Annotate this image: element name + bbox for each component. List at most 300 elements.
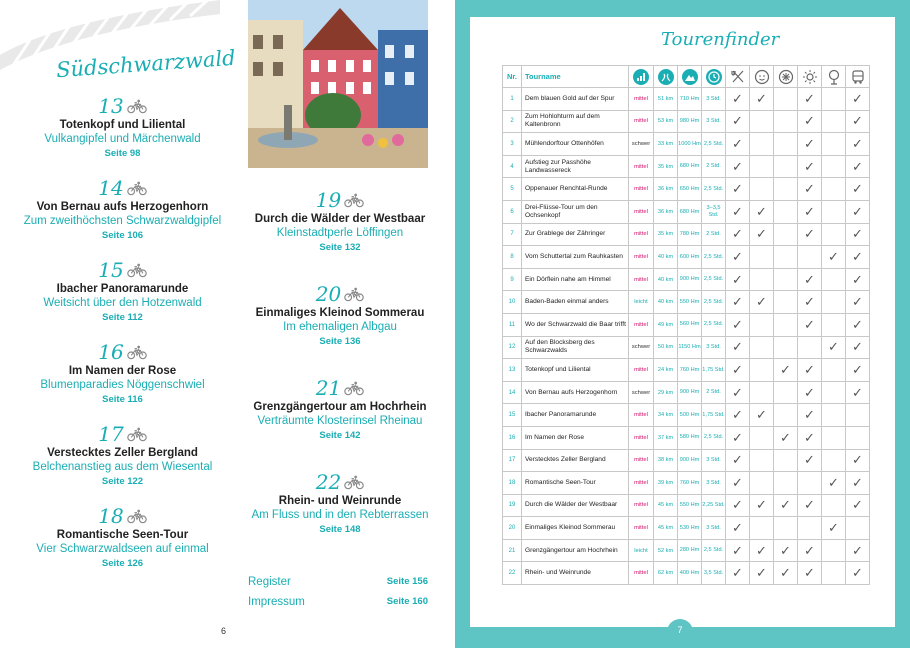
table-row[interactable] bbox=[503, 449, 870, 472]
row-check-cell bbox=[822, 155, 846, 178]
row-check-cell bbox=[726, 494, 750, 517]
row-check-cell bbox=[822, 562, 846, 585]
row-check-cell bbox=[798, 291, 822, 314]
checkmark-icon: ✓ bbox=[852, 565, 863, 581]
row-difficulty: mittel bbox=[629, 155, 654, 178]
row-distance: 50 km bbox=[654, 336, 678, 359]
checkmark-icon: ✓ bbox=[804, 361, 815, 377]
checkmark-icon: ✓ bbox=[828, 339, 839, 355]
checkmark-icon: ✓ bbox=[804, 384, 815, 400]
row-duration: 2 Std. bbox=[702, 155, 726, 178]
public-transport-bus-icon bbox=[850, 69, 866, 85]
row-check-cell bbox=[750, 426, 774, 449]
table-row[interactable] bbox=[503, 110, 870, 133]
row-elevation: 900 Hm bbox=[678, 449, 702, 472]
tour-number: 18 bbox=[98, 504, 124, 528]
row-check-cell bbox=[798, 336, 822, 359]
row-check-cell bbox=[774, 336, 798, 359]
index-impressum[interactable] bbox=[248, 596, 428, 608]
row-check-cell bbox=[750, 268, 774, 291]
checkmark-icon: ✓ bbox=[732, 135, 743, 151]
tourenfinder-card bbox=[470, 17, 895, 627]
table-row[interactable] bbox=[503, 200, 870, 223]
checkmark-icon: ✓ bbox=[804, 90, 815, 106]
bicycle-icon bbox=[127, 344, 147, 360]
row-check-cell bbox=[846, 404, 870, 427]
row-check-cell bbox=[846, 517, 870, 540]
tour-title: Ibacher Panoramarunde bbox=[56, 283, 189, 295]
tour-number: 20 bbox=[315, 282, 342, 306]
row-check-cell bbox=[846, 110, 870, 133]
checkmark-icon: ✓ bbox=[732, 181, 743, 197]
row-check-cell bbox=[774, 562, 798, 585]
tour-title: Rhein- und Weinrunde bbox=[278, 495, 402, 507]
bicycle-icon bbox=[344, 474, 364, 490]
row-check-cell bbox=[846, 449, 870, 472]
row-difficulty: mittel bbox=[629, 88, 654, 111]
checkmark-icon: ✓ bbox=[780, 565, 791, 581]
row-distance: 24 km bbox=[654, 359, 678, 382]
row-check-cell bbox=[774, 404, 798, 427]
index-label: Register bbox=[248, 576, 291, 588]
checkmark-icon: ✓ bbox=[828, 248, 839, 264]
row-distance: 34 km bbox=[654, 404, 678, 427]
swimming-icon bbox=[778, 69, 794, 85]
row-nr: 17 bbox=[503, 449, 522, 472]
row-check-cell bbox=[798, 223, 822, 246]
row-check-cell bbox=[774, 246, 798, 269]
bicycle-icon bbox=[127, 262, 147, 278]
row-check-cell bbox=[774, 359, 798, 382]
row-nr: 10 bbox=[503, 291, 522, 314]
duration-clock-icon bbox=[706, 69, 722, 85]
row-check-cell bbox=[846, 381, 870, 404]
row-check-cell bbox=[846, 562, 870, 585]
row-check-cell bbox=[822, 404, 846, 427]
checkmark-icon: ✓ bbox=[780, 429, 791, 445]
right-page bbox=[455, 0, 910, 648]
row-distance: 35 km bbox=[654, 155, 678, 178]
row-check-cell bbox=[846, 155, 870, 178]
row-check-cell bbox=[774, 381, 798, 404]
checkmark-icon: ✓ bbox=[852, 90, 863, 106]
table-row[interactable] bbox=[503, 404, 870, 427]
row-check-cell bbox=[846, 313, 870, 336]
tour-title: Grenzgängertour am Hochrhein bbox=[253, 401, 427, 413]
tour-title: Von Bernau aufs Herzogenhorn bbox=[36, 201, 209, 213]
town-square-photo bbox=[248, 0, 428, 168]
row-check-cell bbox=[798, 517, 822, 540]
family-child-icon bbox=[754, 69, 770, 85]
row-check-cell bbox=[798, 404, 822, 427]
checkmark-icon: ✓ bbox=[756, 565, 767, 581]
tour-entry[interactable] bbox=[250, 376, 430, 444]
row-check-cell bbox=[822, 426, 846, 449]
tour-subtitle: Verträumte Klosterinsel Rheinau bbox=[257, 415, 423, 427]
row-check-cell bbox=[774, 472, 798, 495]
row-tourname: Rhein- und Weinrunde bbox=[522, 562, 629, 585]
row-distance: 33 km bbox=[654, 133, 678, 156]
tour-entry[interactable] bbox=[20, 258, 225, 326]
tour-page-ref: Seite 122 bbox=[101, 476, 144, 487]
row-tourname: Ibacher Panoramarunde bbox=[522, 404, 629, 427]
row-check-cell bbox=[774, 494, 798, 517]
table-row[interactable] bbox=[503, 223, 870, 246]
checkmark-icon: ✓ bbox=[852, 203, 863, 219]
tour-entry[interactable] bbox=[250, 470, 430, 538]
row-duration: 3 Std. bbox=[702, 517, 726, 540]
row-elevation: 1000 Hm bbox=[678, 133, 702, 156]
row-tourname: Von Bernau aufs Herzogenhorn bbox=[522, 381, 629, 404]
row-difficulty: mittel bbox=[629, 494, 654, 517]
tour-number: 21 bbox=[315, 376, 342, 400]
tour-title: Romantische Seen-Tour bbox=[56, 529, 189, 541]
row-elevation: 1150 Hm bbox=[678, 336, 702, 359]
row-check-cell bbox=[750, 472, 774, 495]
checkmark-icon: ✓ bbox=[780, 361, 791, 377]
checkmark-icon: ✓ bbox=[732, 316, 743, 332]
row-nr: 4 bbox=[503, 155, 522, 178]
checkmark-icon: ✓ bbox=[852, 316, 863, 332]
header-elevation-mountain-icon bbox=[678, 66, 702, 88]
row-check-cell bbox=[798, 313, 822, 336]
checkmark-icon: ✓ bbox=[732, 294, 743, 310]
row-difficulty: mittel bbox=[629, 110, 654, 133]
row-check-cell bbox=[822, 359, 846, 382]
checkmark-icon: ✓ bbox=[804, 294, 815, 310]
table-row[interactable] bbox=[503, 539, 870, 562]
index-page: Seite 156 bbox=[386, 576, 428, 587]
row-check-cell bbox=[822, 291, 846, 314]
checkmark-icon: ✓ bbox=[756, 407, 767, 423]
row-check-cell bbox=[846, 133, 870, 156]
checkmark-icon: ✓ bbox=[828, 520, 839, 536]
row-check-cell bbox=[750, 539, 774, 562]
row-check-cell bbox=[774, 223, 798, 246]
row-check-cell bbox=[750, 381, 774, 404]
row-check-cell bbox=[798, 268, 822, 291]
page-number-left: 6 bbox=[221, 626, 227, 636]
row-check-cell bbox=[846, 223, 870, 246]
table-row[interactable] bbox=[503, 246, 870, 269]
row-duration: 3 Std. bbox=[702, 110, 726, 133]
row-check-cell bbox=[726, 200, 750, 223]
row-check-cell bbox=[822, 268, 846, 291]
checkmark-icon: ✓ bbox=[756, 90, 767, 106]
row-check-cell bbox=[822, 246, 846, 269]
header-sun-icon bbox=[798, 66, 822, 88]
checkmark-icon: ✓ bbox=[852, 181, 863, 197]
table-row[interactable] bbox=[503, 426, 870, 449]
row-check-cell bbox=[750, 178, 774, 201]
checkmark-icon: ✓ bbox=[732, 542, 743, 558]
row-check-cell bbox=[798, 155, 822, 178]
checkmark-icon: ✓ bbox=[852, 361, 863, 377]
row-check-cell bbox=[726, 133, 750, 156]
table-row[interactable] bbox=[503, 313, 870, 336]
checkmark-icon: ✓ bbox=[852, 384, 863, 400]
row-check-cell bbox=[726, 110, 750, 133]
checkmark-icon: ✓ bbox=[804, 542, 815, 558]
checkmark-icon: ✓ bbox=[804, 158, 815, 174]
row-check-cell bbox=[750, 494, 774, 517]
row-difficulty: mittel bbox=[629, 517, 654, 540]
row-check-cell bbox=[774, 449, 798, 472]
row-duration: 1,75 Std. bbox=[702, 359, 726, 382]
row-check-cell bbox=[774, 313, 798, 336]
checkmark-icon: ✓ bbox=[852, 135, 863, 151]
row-elevation: 680 Hm bbox=[678, 155, 702, 178]
tour-title: Durch die Wälder der Westbaar bbox=[254, 213, 426, 225]
row-difficulty: mittel bbox=[629, 223, 654, 246]
row-elevation: 760 Hm bbox=[678, 359, 702, 382]
row-check-cell bbox=[846, 336, 870, 359]
row-check-cell bbox=[774, 517, 798, 540]
checkmark-icon: ✓ bbox=[828, 474, 839, 490]
index-page: Seite 160 bbox=[386, 596, 428, 607]
row-elevation: 280 Hm bbox=[678, 539, 702, 562]
tour-entry[interactable] bbox=[250, 188, 430, 256]
tour-number: 15 bbox=[98, 258, 124, 282]
table-row[interactable] bbox=[503, 155, 870, 178]
row-elevation: 400 Hm bbox=[678, 562, 702, 585]
table-row[interactable] bbox=[503, 562, 870, 585]
row-difficulty: schwer bbox=[629, 381, 654, 404]
checkmark-icon: ✓ bbox=[852, 452, 863, 468]
nature-tree-icon bbox=[826, 69, 842, 85]
elevation-mountain-icon bbox=[682, 69, 698, 85]
tour-number-row bbox=[250, 188, 430, 212]
row-check-cell bbox=[846, 539, 870, 562]
row-duration: 3–3,5 Std. bbox=[702, 200, 726, 223]
row-check-cell bbox=[774, 155, 798, 178]
row-duration: 3 Std. bbox=[702, 449, 726, 472]
row-duration: 2,5 Std. bbox=[702, 178, 726, 201]
row-check-cell bbox=[822, 223, 846, 246]
row-distance: 53 km bbox=[654, 110, 678, 133]
row-nr: 8 bbox=[503, 246, 522, 269]
tour-page-ref: Seite 116 bbox=[102, 394, 143, 405]
row-elevation: 580 Hm bbox=[678, 426, 702, 449]
row-check-cell bbox=[774, 88, 798, 111]
row-distance: 45 km bbox=[654, 517, 678, 540]
row-elevation: 550 Hm bbox=[678, 291, 702, 314]
row-distance: 51 km bbox=[654, 88, 678, 111]
row-nr: 9 bbox=[503, 268, 522, 291]
bicycle-icon bbox=[127, 426, 147, 442]
row-duration: 3 Std. bbox=[702, 472, 726, 495]
tour-subtitle: Weitsicht über den Hotzenwald bbox=[43, 297, 202, 309]
checkmark-icon: ✓ bbox=[780, 497, 791, 513]
table-row[interactable] bbox=[503, 494, 870, 517]
row-duration: 3 Std. bbox=[702, 336, 726, 359]
row-check-cell bbox=[726, 449, 750, 472]
table-row[interactable] bbox=[503, 359, 870, 382]
row-check-cell bbox=[846, 426, 870, 449]
row-check-cell bbox=[846, 291, 870, 314]
row-tourname: Mühlendorftour Ottenhöfen bbox=[522, 133, 629, 156]
row-check-cell bbox=[846, 359, 870, 382]
row-elevation: 550 Hm bbox=[678, 494, 702, 517]
tour-subtitle: Blumenparadies Nöggenschwiel bbox=[40, 379, 205, 391]
row-tourname: Romantische Seen-Tour bbox=[522, 472, 629, 495]
tour-title: Totenkopf und Liliental bbox=[59, 119, 186, 131]
checkmark-icon: ✓ bbox=[732, 339, 743, 355]
row-nr: 2 bbox=[503, 110, 522, 133]
row-check-cell bbox=[726, 313, 750, 336]
tour-entry[interactable] bbox=[20, 340, 225, 408]
row-tourname: Baden-Baden einmal anders bbox=[522, 291, 629, 314]
checkmark-icon: ✓ bbox=[732, 407, 743, 423]
table-row[interactable] bbox=[503, 268, 870, 291]
table-row[interactable] bbox=[503, 133, 870, 156]
header-duration-clock-icon bbox=[702, 66, 726, 88]
tour-entry[interactable] bbox=[250, 282, 430, 350]
row-check-cell bbox=[798, 200, 822, 223]
checkmark-icon: ✓ bbox=[732, 497, 743, 513]
row-tourname: Grenzgängertour am Hochrhein bbox=[522, 539, 629, 562]
checkmark-icon: ✓ bbox=[804, 203, 815, 219]
row-check-cell bbox=[822, 517, 846, 540]
row-check-cell bbox=[798, 133, 822, 156]
row-distance: 45 km bbox=[654, 494, 678, 517]
checkmark-icon: ✓ bbox=[852, 113, 863, 129]
row-nr: 20 bbox=[503, 517, 522, 540]
row-distance: 36 km bbox=[654, 178, 678, 201]
row-nr: 19 bbox=[503, 494, 522, 517]
row-distance: 40 km bbox=[654, 291, 678, 314]
checkmark-icon: ✓ bbox=[852, 294, 863, 310]
row-check-cell bbox=[798, 562, 822, 585]
row-difficulty: leicht bbox=[629, 291, 654, 314]
table-row[interactable] bbox=[503, 472, 870, 495]
row-check-cell bbox=[726, 472, 750, 495]
tour-number-row bbox=[250, 282, 430, 306]
food-cutlery-icon bbox=[730, 69, 746, 85]
row-check-cell bbox=[774, 291, 798, 314]
row-elevation: 560 Hm bbox=[678, 313, 702, 336]
row-duration: 3,5 Std. bbox=[702, 562, 726, 585]
checkmark-icon: ✓ bbox=[852, 339, 863, 355]
row-check-cell bbox=[726, 517, 750, 540]
row-check-cell bbox=[750, 449, 774, 472]
row-nr: 14 bbox=[503, 381, 522, 404]
tour-entry[interactable] bbox=[20, 94, 225, 162]
header-public-transport-bus-icon bbox=[846, 66, 870, 88]
row-elevation: 530 Hm bbox=[678, 517, 702, 540]
header-nature-tree-icon bbox=[822, 66, 846, 88]
row-elevation: 760 Hm bbox=[678, 472, 702, 495]
row-tourname: Einmaliges Kleinod Sommerau bbox=[522, 517, 629, 540]
row-elevation: 980 Hm bbox=[678, 110, 702, 133]
row-distance: 37 km bbox=[654, 426, 678, 449]
checkmark-icon: ✓ bbox=[756, 542, 767, 558]
row-difficulty: mittel bbox=[629, 359, 654, 382]
page-number-right: 7 bbox=[667, 619, 693, 645]
bicycle-icon bbox=[344, 380, 364, 396]
row-check-cell bbox=[750, 155, 774, 178]
checkmark-icon: ✓ bbox=[732, 452, 743, 468]
checkmark-icon: ✓ bbox=[804, 316, 815, 332]
row-difficulty: mittel bbox=[629, 426, 654, 449]
tour-page-ref: Seite 126 bbox=[101, 558, 144, 569]
tour-subtitle: Belchenanstieg aus dem Wiesental bbox=[32, 461, 213, 473]
tour-subtitle: Vulkangipfel und Märchenwald bbox=[44, 133, 201, 145]
row-distance: 35 km bbox=[654, 223, 678, 246]
table-row[interactable] bbox=[503, 291, 870, 314]
row-elevation: 600 Hm bbox=[678, 246, 702, 269]
row-difficulty: mittel bbox=[629, 404, 654, 427]
row-tourname: Vom Schuttertal zum Rauhkasten bbox=[522, 246, 629, 269]
row-check-cell bbox=[726, 291, 750, 314]
row-tourname: Dem blauen Gold auf der Spur bbox=[522, 88, 629, 111]
row-check-cell bbox=[846, 246, 870, 269]
row-distance: 36 km bbox=[654, 200, 678, 223]
tour-number-row bbox=[20, 422, 225, 446]
bicycle-icon bbox=[127, 508, 147, 524]
index-register[interactable] bbox=[248, 576, 428, 588]
table-row[interactable] bbox=[503, 517, 870, 540]
checkmark-icon: ✓ bbox=[804, 226, 815, 242]
checkmark-icon: ✓ bbox=[804, 407, 815, 423]
tour-subtitle: Am Fluss und in den Rebterrassen bbox=[251, 509, 429, 521]
row-check-cell bbox=[750, 313, 774, 336]
table-row[interactable] bbox=[503, 336, 870, 359]
row-check-cell bbox=[822, 449, 846, 472]
row-difficulty: mittel bbox=[629, 200, 654, 223]
checkmark-icon: ✓ bbox=[804, 452, 815, 468]
bicycle-icon bbox=[127, 180, 147, 196]
index-label: Impressum bbox=[248, 596, 305, 608]
difficulty-bars-icon bbox=[633, 69, 649, 85]
row-tourname: Ein Dörflein nahe am Himmel bbox=[522, 268, 629, 291]
row-check-cell bbox=[798, 246, 822, 269]
checkmark-icon: ✓ bbox=[732, 226, 743, 242]
row-check-cell bbox=[726, 381, 750, 404]
row-difficulty: schwer bbox=[629, 336, 654, 359]
checkmark-icon: ✓ bbox=[756, 497, 767, 513]
row-check-cell bbox=[822, 336, 846, 359]
row-duration: 2 Std. bbox=[702, 381, 726, 404]
tour-number: 16 bbox=[98, 340, 124, 364]
tour-number: 17 bbox=[98, 422, 124, 446]
checkmark-icon: ✓ bbox=[804, 113, 815, 129]
tour-number-row bbox=[20, 258, 225, 282]
row-difficulty: mittel bbox=[629, 268, 654, 291]
row-check-cell bbox=[798, 381, 822, 404]
tour-entry[interactable] bbox=[20, 176, 225, 244]
tour-entry[interactable] bbox=[20, 504, 225, 572]
row-check-cell bbox=[750, 223, 774, 246]
row-distance: 52 km bbox=[654, 539, 678, 562]
header-nr: Nr. bbox=[503, 66, 522, 88]
row-tourname: Drei-Flüsse-Tour um den Ochsenkopf bbox=[522, 200, 629, 223]
tour-entry[interactable] bbox=[20, 422, 225, 490]
checkmark-icon: ✓ bbox=[732, 203, 743, 219]
table-row[interactable] bbox=[503, 88, 870, 111]
checkmark-icon: ✓ bbox=[852, 542, 863, 558]
checkmark-icon: ✓ bbox=[852, 226, 863, 242]
row-elevation: 780 Hm bbox=[678, 223, 702, 246]
table-row[interactable] bbox=[503, 178, 870, 201]
row-nr: 1 bbox=[503, 88, 522, 111]
table-row[interactable] bbox=[503, 381, 870, 404]
row-check-cell bbox=[750, 110, 774, 133]
header-tourname: Tourname bbox=[522, 66, 629, 88]
checkmark-icon: ✓ bbox=[732, 520, 743, 536]
table-header-row bbox=[503, 66, 870, 88]
tour-title: Verstecktes Zeller Bergland bbox=[47, 447, 198, 459]
